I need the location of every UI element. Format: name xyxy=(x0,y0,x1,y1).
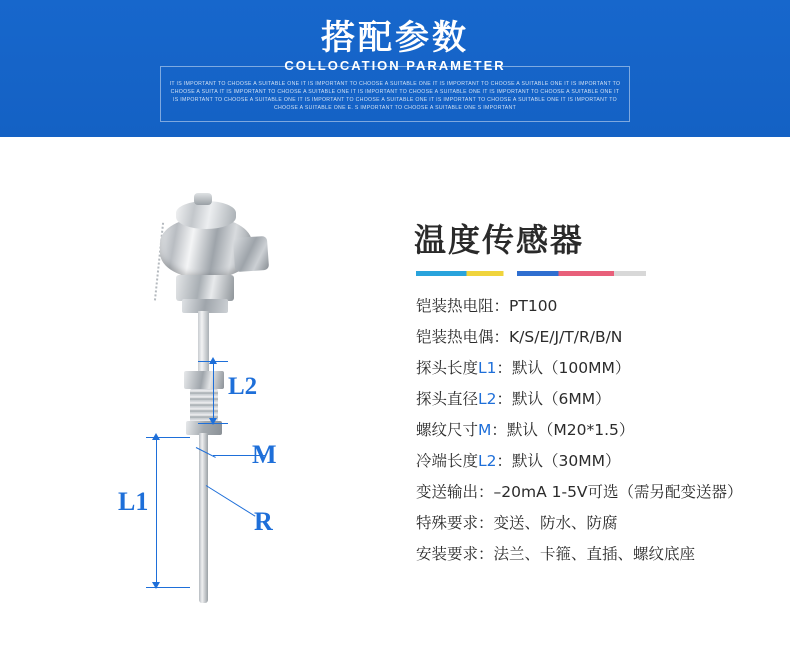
banner-title: 搭配参数 xyxy=(321,18,469,58)
spec-value: PT100 xyxy=(509,297,558,315)
color-rule-divider xyxy=(416,271,646,276)
spec-value: 默认（6MM） xyxy=(512,390,611,408)
dim-l2-tick-top xyxy=(198,361,228,362)
spec-label-post: ： xyxy=(496,390,513,408)
spec-label: 冷端长度 xyxy=(416,452,479,470)
sensor-illustration xyxy=(150,197,280,637)
spec-label-post: ： xyxy=(496,452,513,470)
dim-r-label: R xyxy=(254,507,273,536)
spec-row xyxy=(416,291,790,322)
dim-m-label: M xyxy=(252,440,277,469)
sensor-head-cap xyxy=(176,201,236,229)
spec-highlight: M xyxy=(478,421,492,439)
spec-row xyxy=(416,353,790,384)
dim-l2-tick-bottom xyxy=(198,423,228,424)
spec-highlight: L1 xyxy=(478,359,497,377)
spec-label: 探头直径 xyxy=(416,390,479,408)
sensor-head-knob xyxy=(194,193,212,205)
dim-l1-line xyxy=(156,437,157,587)
spec-label: 特殊要求： xyxy=(416,514,494,532)
spec-row xyxy=(416,415,790,446)
spec-value: 变送、防水、防腐 xyxy=(493,514,618,532)
spec-row xyxy=(416,477,790,508)
spec-row xyxy=(416,384,790,415)
spec-label-post: ： xyxy=(496,359,513,377)
dim-l2-line xyxy=(213,361,214,421)
spec-highlight: L2 xyxy=(478,452,497,470)
sensor-cable-port xyxy=(233,236,269,272)
spec-value: K/S/E/J/T/R/B/N xyxy=(509,328,623,346)
spec-label: 铠装热电偶： xyxy=(416,328,510,346)
spec-label: 安装要求： xyxy=(416,545,494,563)
spec-row xyxy=(416,446,790,477)
spec-list xyxy=(416,291,790,570)
spec-value: 法兰、卡箍、直插、螺纹底座 xyxy=(493,545,696,563)
sensor-collar-upper xyxy=(176,275,234,301)
dim-l1-tick-bottom xyxy=(146,587,190,588)
spec-title: 温度传感器 xyxy=(414,221,585,259)
spec-value: 默认（M20*1.5） xyxy=(506,421,635,439)
spec-label-post: ： xyxy=(491,421,507,439)
sensor-hex-nut-upper xyxy=(184,371,224,389)
spec-row xyxy=(416,508,790,539)
sensor-stem-upper xyxy=(198,311,209,373)
dim-l1-tick-top xyxy=(146,437,190,438)
spec-label: 变送输出： xyxy=(416,483,494,501)
spec-highlight: L2 xyxy=(478,390,497,408)
dim-l1-label: L1 xyxy=(118,487,149,516)
spec-panel xyxy=(404,137,790,654)
spec-label: 探头长度 xyxy=(416,359,479,377)
banner xyxy=(0,0,790,137)
spec-value: 默认（100MM） xyxy=(512,359,631,377)
banner-fineprint: IT IS IMPORTANT TO CHOOSE A SUITABLE ONE IT IS IMPORTANT TO CHOOSE A SUITABLE ONE IT IS IMPORTANT TO CHOOSE A SUITABLE ONE IT IS IMPORTANT TO CHOOSE A SUITA IT IS IMPORTANT TO CHOOSE A SUITABLE ONE IT IS IMPORTANT TO CHOOSE A SUITABLE ONE IT IS IMPORTANT TO CHOOSE A SUITABLE ONE IT IS IMPORTANT TO CHOOSE A SUITABLE ONE IT IS IMPORTANT TO CHOOSE A SUITABLE ONE IT IS IMPORTANT TO CHOOSE A SUITABLE ONE IT IS IMPORTANT TO CHOOSE A SUITABLE ONE E. S IMPORTANT TO CHOOSE A SUITABLE ONE S IMPORTANT xyxy=(169,81,621,111)
spec-label: 铠装热电阻： xyxy=(416,297,510,315)
spec-value: –20mA 1-5V可选（需另配变送器） xyxy=(493,483,743,501)
banner-subtitle: COLLOCATION PARAMETER xyxy=(284,58,506,73)
spec-row xyxy=(416,322,790,353)
sensor-probe-stem xyxy=(199,433,208,603)
product-diagram xyxy=(0,137,395,654)
spec-value: 默认（30MM） xyxy=(512,452,621,470)
spec-row xyxy=(416,539,790,570)
dim-l2-label: L2 xyxy=(228,373,258,400)
spec-label: 螺纹尺寸 xyxy=(416,421,479,439)
